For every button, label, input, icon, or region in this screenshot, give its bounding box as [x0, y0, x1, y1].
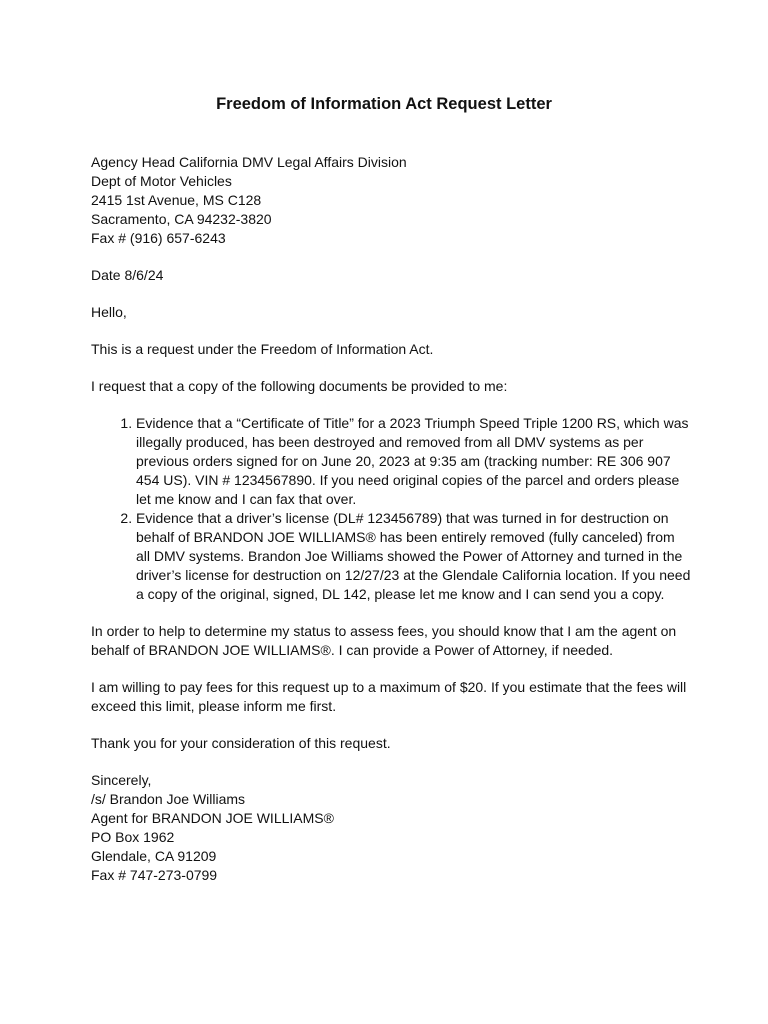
closing-line: Glendale, CA 91209: [91, 848, 217, 864]
letter-date: Date 8/6/24: [91, 267, 164, 283]
request-lead: I request that a copy of the following documents be provided to me:: [91, 378, 508, 394]
request-item: 2. Evidence that a driver’s license (DL# 123456789) that was turned in for destruction on behalf of BRANDON JOE WILLIAMS® has been entirely removed (fully canceled) from all DMV systems. Brandon Joe Williams showed the Power of Attorney and turned in the driver’s license for destruction on 12/27/23 at the Glendale California location. If you need a copy of the original, signed, DL 142, please let me know and I can send you a copy.: [136, 509, 691, 604]
closing-line: PO Box 1962: [91, 829, 175, 845]
recipient-line: Dept of Motor Vehicles: [91, 173, 232, 189]
request-item: 1. Evidence that a “Certificate of Title” for a 2023 Triumph Speed Triple 1200 RS, which was illegally produced, has been destroyed and removed from all DMV systems as per previous orders signed for on June 20, 2023 at 9:35 am (tracking number: RE 306 907 454 US). VIN # 1234567890. If you need original copies of the parcel and orders please let me know and I can fax that over.: [136, 414, 691, 509]
closing-line: Agent for BRANDON JOE WILLIAMS®: [91, 810, 334, 826]
recipient-line: Agency Head California DMV Legal Affairs Division: [91, 154, 407, 170]
thanks-paragraph: Thank you for your consideration of this request.: [91, 735, 391, 751]
letter-body: [91, 153, 691, 885]
signature-line: /s/ Brandon Joe Williams: [91, 791, 246, 807]
request-items-list: [91, 414, 691, 604]
closing-block: [91, 771, 691, 885]
fees-paragraph: I am willing to pay fees for this request up to a maximum of $20. If you estimate that the fees will exceed this limit, please inform me first.: [91, 679, 687, 714]
closing-line: Fax # 747-273-0799: [91, 867, 218, 883]
closing-line: Sincerely,: [91, 772, 152, 788]
recipient-line: Fax # (916) 657-6243: [91, 230, 226, 246]
recipient-block: [91, 153, 691, 248]
document-title: Freedom of Information Act Request Letter: [216, 95, 552, 113]
greeting: Hello,: [91, 304, 127, 320]
status-paragraph: In order to help to determine my status to assess fees, you should know that I am the agent on behalf of BRANDON JOE WILLIAMS®. I can provide a Power of Attorney, if needed.: [91, 623, 677, 658]
recipient-line: Sacramento, CA 94232-3820: [91, 211, 272, 227]
recipient-line: 2415 1st Avenue, MS C128: [91, 192, 262, 208]
intro-paragraph: This is a request under the Freedom of Information Act.: [91, 341, 434, 357]
